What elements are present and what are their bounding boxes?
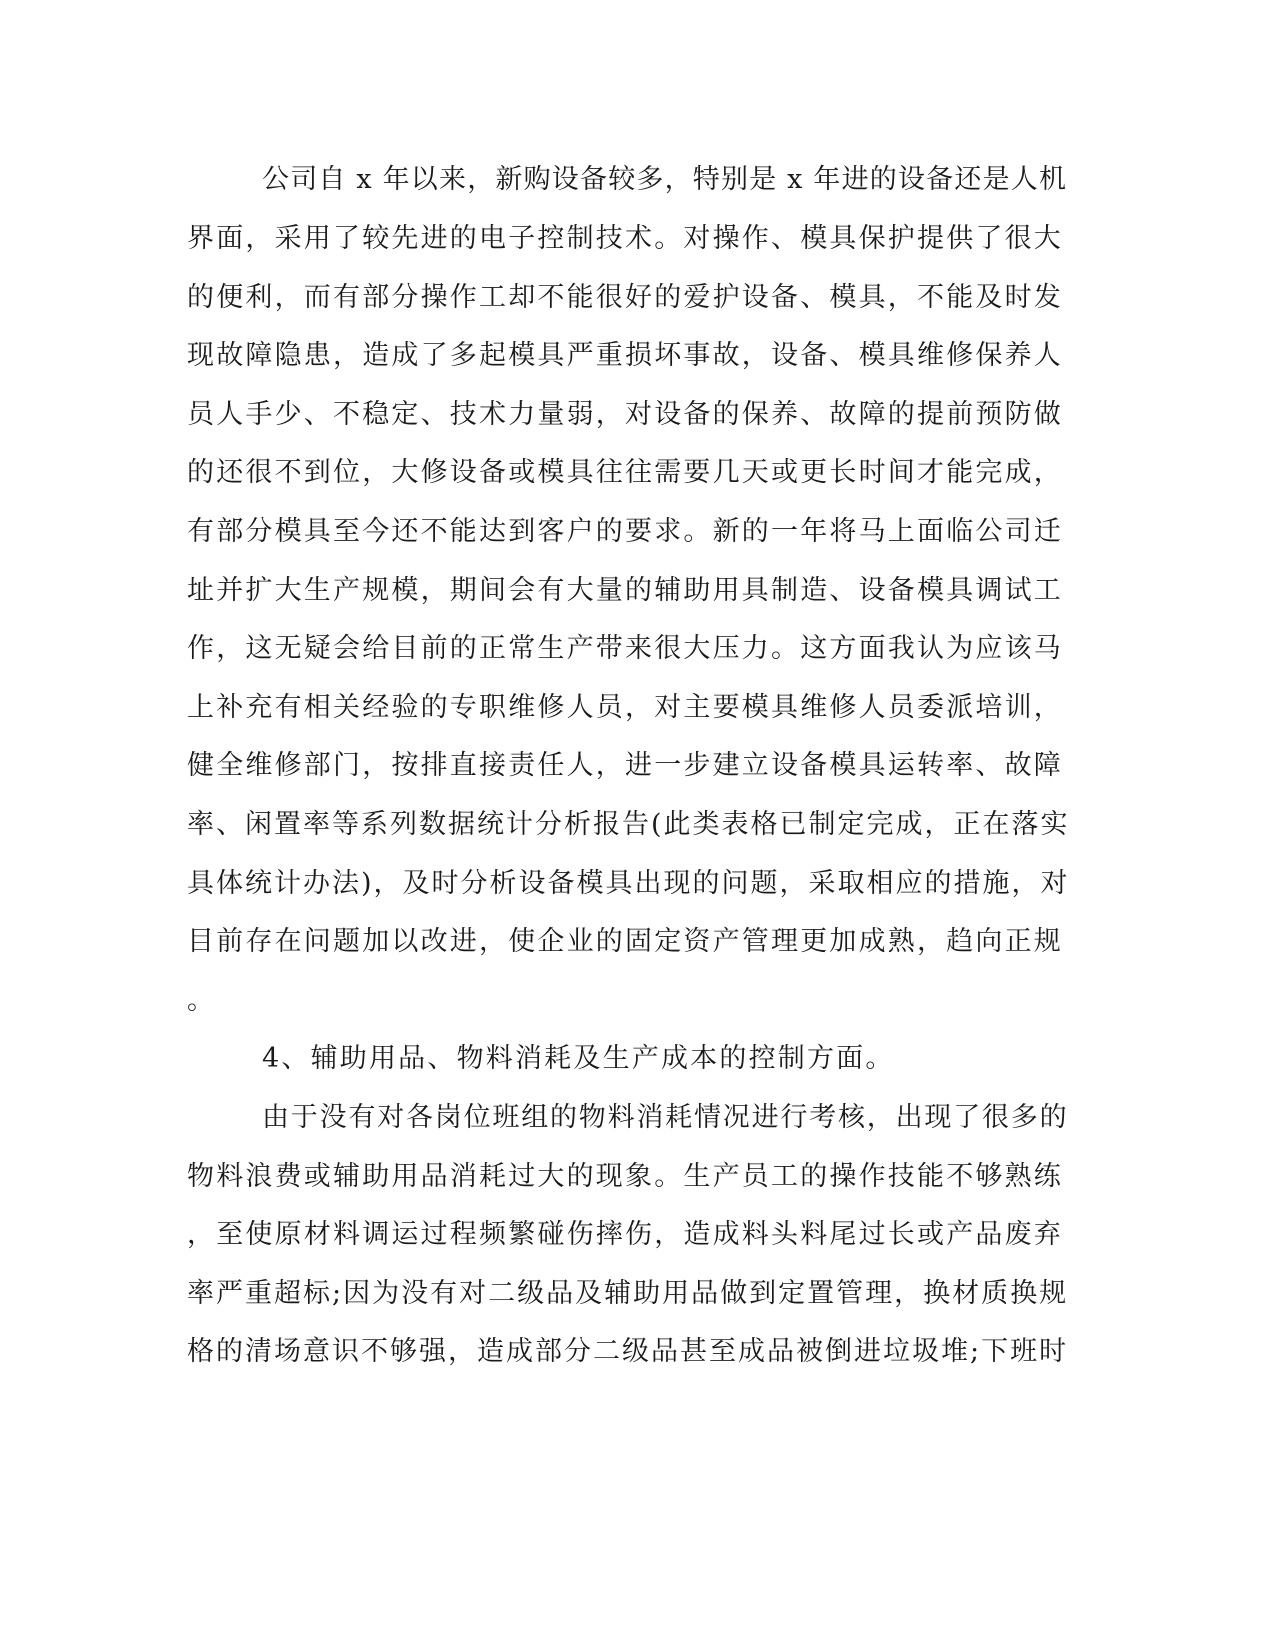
paragraph-line: 公司自 x 年以来，新购设备较多，特别是 x 年进的设备还是人机 (262, 164, 1068, 195)
paragraph-line: 有部分模具至今还不能达到客户的要求。新的一年将马上面临公司迁 (187, 516, 1063, 547)
paragraph-line: 的便利，而有部分操作工却不能很好的爱护设备、模具，不能及时发 (187, 282, 1063, 313)
paragraph-line: 物料浪费或辅助用品消耗过大的现象。生产员工的操作技能不够熟练 (187, 1161, 1063, 1192)
paragraph-line: ，至使原材料调运过程频繁碰伤摔伤，造成料头料尾过长或产品废弃 (187, 1219, 1063, 1250)
paragraph-line: 由于没有对各岗位班组的物料消耗情况进行考核，出现了很多的 (262, 1102, 1069, 1133)
paragraph-line: 现故障隐患，造成了多起模具严重损坏事故，设备、模具维修保养人 (187, 340, 1063, 371)
paragraph-line: 界面，采用了较先进的电子控制技术。对操作、模具保护提供了很大 (187, 223, 1063, 254)
paragraph-line: 目前存在问题加以改进，使企业的固定资产管理更加成熟，趋向正规 (187, 926, 1063, 957)
paragraph-line: 的还很不到位，大修设备或模具往往需要几天或更长时间才能完成， (187, 457, 1063, 488)
paragraph-line: 率严重超标;因为没有对二级品及辅助用品做到定置管理，换材质换规 (187, 1278, 1069, 1309)
paragraph-line: 员人手少、不稳定、技术力量弱，对设备的保养、故障的提前预防做 (187, 399, 1063, 430)
paragraph-line: 格的清场意识不够强，造成部分二级品甚至成品被倒进垃圾堆;下班时 (187, 1336, 1069, 1367)
paragraph-line: 具体统计办法)，及时分析设备模具出现的问题，采取相应的措施，对 (187, 868, 1070, 899)
paragraph-line: 上补充有相关经验的专职维修人员，对主要模具维修人员委派培训， (187, 692, 1063, 723)
paragraph-line: 址并扩大生产规模，期间会有大量的辅助用具制造、设备模具调试工 (187, 575, 1063, 606)
paragraph-line: 率、闲置率等系列数据统计分析报告(此类表格已制定完成，正在落实 (187, 809, 1070, 840)
paragraph-line: 作，这无疑会给目前的正常生产带来很大压力。这方面我认为应该马 (187, 633, 1063, 664)
section-heading: 4、辅助用品、物料消耗及生产成本的控制方面。 (262, 1043, 895, 1074)
paragraph-line: 。 (187, 985, 217, 1016)
paragraph-line: 健全维修部门，按排直接责任人，进一步建立设备模具运转率、故障 (187, 750, 1063, 781)
